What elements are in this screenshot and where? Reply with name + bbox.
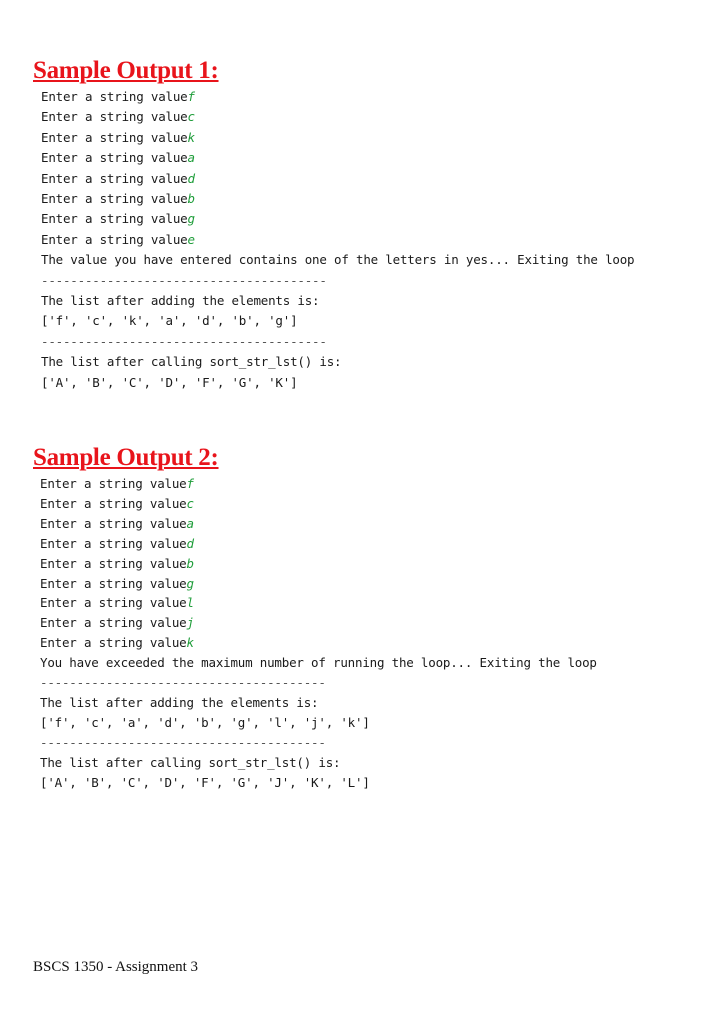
console-output-1	[41, 87, 634, 393]
console-line	[41, 87, 634, 107]
user-input-value: b	[187, 191, 195, 207]
console-text: The value you have entered contains one of the letters in yes... Exiting the loop	[41, 252, 635, 268]
console-line	[40, 773, 597, 793]
console-line	[40, 613, 597, 633]
console-line	[41, 148, 634, 168]
console-line	[41, 107, 634, 127]
console-line	[40, 713, 597, 733]
console-line	[41, 291, 634, 311]
console-text: ['A', 'B', 'C', 'D', 'F', 'G', 'K']	[41, 374, 298, 390]
console-line	[41, 209, 634, 229]
console-text: Enter a string value	[41, 89, 188, 104]
console-text: The list after calling sort_str_lst() is:	[40, 754, 341, 770]
console-line	[40, 693, 597, 713]
sample-output-2	[33, 443, 597, 793]
console-text: ['A', 'B', 'C', 'D', 'F', 'G', 'J', 'K', 'L']	[40, 774, 370, 790]
user-input-value: k	[186, 635, 194, 651]
console-line	[41, 128, 634, 148]
console-line	[40, 653, 597, 673]
console-line	[40, 593, 597, 613]
console-text: Enter a string value	[40, 515, 187, 531]
console-text: Enter a string value	[40, 575, 187, 591]
console-output-2	[40, 474, 597, 793]
console-line	[40, 494, 597, 514]
console-text: ['f', 'c', 'a', 'd', 'b', 'g', 'l', 'j', 'k']	[40, 714, 370, 730]
separator-line	[41, 332, 634, 352]
console-line	[41, 230, 634, 250]
separator-line	[40, 733, 597, 753]
console-line	[41, 352, 634, 372]
console-text: Enter a string value	[41, 150, 188, 166]
user-input-value: c	[186, 495, 194, 511]
console-line	[41, 373, 634, 393]
user-input-value: g	[187, 211, 195, 227]
console-text: The list after calling sort_str_lst() is:	[41, 354, 342, 370]
console-text: Enter a string value	[40, 635, 187, 651]
console-text: The list after adding the elements is:	[41, 293, 320, 309]
user-input-value: c	[187, 109, 195, 125]
user-input-value: d	[187, 170, 195, 186]
console-text: Enter a string value	[40, 595, 187, 611]
separator-line	[40, 673, 597, 693]
user-input-value: e	[187, 231, 195, 247]
user-input-value: l	[186, 595, 194, 611]
console-line	[40, 474, 597, 494]
console-line	[41, 169, 634, 189]
console-text: The list after adding the elements is:	[40, 694, 319, 710]
user-input-value: j	[186, 615, 194, 631]
console-text: Enter a string value	[41, 109, 188, 125]
sample-output-1-heading: Sample Output 1:	[33, 57, 219, 84]
console-text: ---------------------------------------	[40, 734, 326, 750]
console-text: Enter a string value	[41, 191, 188, 207]
console-line	[40, 554, 597, 574]
console-text: Enter a string value	[41, 231, 188, 247]
console-line	[41, 311, 634, 331]
console-line	[40, 753, 597, 773]
console-line	[41, 189, 634, 209]
console-text: Enter a string value	[40, 555, 187, 571]
separator-line	[41, 271, 634, 291]
console-text: ---------------------------------------	[41, 333, 327, 349]
page-footer: BSCS 1350 - Assignment 3	[33, 959, 199, 975]
sample-output-1	[33, 56, 634, 393]
console-text: Enter a string value	[40, 476, 187, 491]
console-text: Enter a string value	[41, 170, 188, 186]
console-text: ---------------------------------------	[41, 272, 327, 288]
user-input-value: a	[187, 150, 195, 166]
console-text: Enter a string value	[40, 495, 187, 511]
user-input-value: g	[186, 575, 194, 591]
console-text: ['f', 'c', 'k', 'a', 'd', 'b', 'g']	[41, 313, 298, 329]
console-text: Enter a string value	[41, 211, 188, 227]
console-text: ---------------------------------------	[40, 675, 326, 691]
sample-output-2-heading: Sample Output 2:	[33, 444, 219, 471]
console-line	[41, 250, 634, 270]
user-input-value: b	[186, 555, 194, 571]
console-text: You have exceeded the maximum number of running the loop... Exiting the loop	[40, 655, 597, 671]
user-input-value: k	[187, 129, 195, 145]
console-line	[40, 534, 597, 554]
console-line	[40, 633, 597, 653]
console-text: Enter a string value	[41, 129, 188, 145]
console-line	[40, 574, 597, 594]
console-text: Enter a string value	[40, 615, 187, 631]
console-text: Enter a string value	[40, 535, 187, 551]
user-input-value: a	[186, 515, 194, 531]
user-input-value: f	[186, 476, 194, 491]
console-line	[40, 514, 597, 534]
user-input-value: d	[186, 535, 194, 551]
user-input-value: f	[187, 89, 195, 104]
